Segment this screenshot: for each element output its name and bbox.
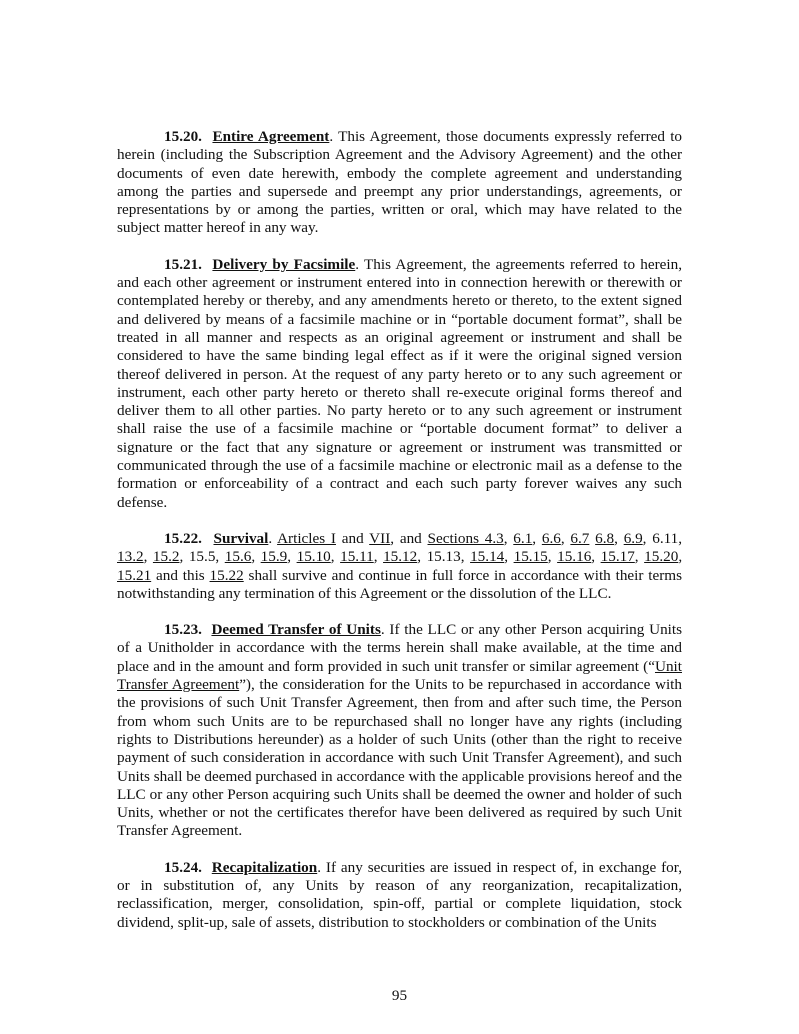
cross-reference: 15.17 <box>600 548 635 566</box>
cross-reference: 15.22 <box>209 566 244 584</box>
section-text: , <box>678 548 683 566</box>
section-text: , <box>503 529 514 547</box>
section-text: , <box>614 529 624 547</box>
section-text: , <box>560 529 571 547</box>
cross-reference: Articles I <box>277 529 336 547</box>
document-body <box>117 128 682 950</box>
section-paragraph <box>117 128 682 238</box>
section-paragraph <box>117 859 682 932</box>
section-number: 15.22. <box>164 529 202 547</box>
section-text: , <box>287 548 297 566</box>
section-number: 15.20. <box>164 128 202 145</box>
section-text: , <box>373 548 384 566</box>
page-number: 95 <box>391 987 408 1004</box>
section-text: , <box>330 548 341 566</box>
section-text: , <box>547 548 558 566</box>
cross-reference: VII <box>369 529 391 547</box>
section-paragraph <box>117 530 682 603</box>
section-text: . This Agreement, the agreements referred to herein, and each other agreement or instrument entered into in connection herewith or therewith or contemplated hereby or thereby, and any amendments hereto or thereto, to the extent signed and delivered by means of a facsimile machine or in “portable document format”, shall be treated in all manner and respects as an original agreement or instrument and shall be considered to have the same binding legal effect as if it were the original signed version thereof delivered in person. At the request of any party hereto or to any such agreement or instrument, each other party hereto or thereto shall re-execute original forms thereof and deliver them to all other parties. No party hereto or to any such agreement or instrument shall raise the use of a facsimile machine or “portable document format” to deliver a signature or the fact that any signature or agreement or instrument was transmitted or communicated through the use of a facsimile machine or electronic mail as a defense to the formation or enforceability of a contract and each such party forever waives any such defense. <box>117 255 683 511</box>
section-text: ”), the consideration for the Units to be repurchased in accordance with the provisions of such Unit Transfer Agreement, then from and after such time, the Person from whom such Units are to be repurchased shall no longer have any rights (including rights to Distributions hereunder) as a holder of such Units (other than the right to receive payment of such consideration in accordance with such Unit Transfer Agreement), and such Units shall be deemed purchased in accordance with the applicable provisions hereof and the LLC or any other Person acquiring such Units shall be deemed the owner and holder of such Units, whether or not the certificates therefor have been delivered as required by such Unit Transfer Agreement. <box>117 676 682 840</box>
section-text: . This Agreement, those documents expressly referred to herein (including the Subscription Agreement and the Advisory Agreement) and the other documents of even date herewith, embody the complete agreement and understanding among the parties and supersede and preempt any prior understandings, agreements, or representations by or among the parties, written or oral, which may have related to the subject matter hereof in any way. <box>117 128 683 237</box>
cross-reference: Sections 4.3 <box>427 529 504 547</box>
cross-reference: 15.2 <box>152 548 180 566</box>
cross-reference: 6.7 <box>570 529 590 547</box>
section-text: , and <box>390 529 428 547</box>
cross-reference: Unit Transfer Agreement <box>117 657 682 694</box>
section-text: . If the LLC or any other Person acquiring Units of a Unitholder in accordance with the terms herein shall make available, at the time and place and in the amount and form provided in such unit transfer or similar agreement (“ <box>117 621 683 675</box>
section-text: and <box>335 529 370 547</box>
section-text: , <box>143 548 153 566</box>
section-number: 15.24. <box>164 858 202 876</box>
cross-reference: 15.6 <box>224 548 252 566</box>
cross-reference: 15.9 <box>260 548 288 566</box>
section-paragraph <box>117 256 682 512</box>
section-text: , 6.11, <box>642 529 683 547</box>
cross-reference: 15.21 <box>117 566 152 584</box>
section-text: , <box>251 548 261 566</box>
cross-reference: 6.8 <box>595 529 615 547</box>
section-title: Survival <box>213 529 269 547</box>
section-title: Delivery by Facsimile <box>212 255 356 273</box>
section-text: , 15.13, <box>417 548 471 566</box>
section-text: . <box>268 529 278 547</box>
section-number: 15.23. <box>164 621 202 639</box>
cross-reference: 6.1 <box>513 529 533 547</box>
cross-reference: 6.9 <box>623 529 643 547</box>
section-text: , 15.5, <box>179 548 225 566</box>
cross-reference: 13.2 <box>117 548 144 566</box>
section-title: Deemed Transfer of Units <box>211 621 381 639</box>
section-text: shall survive and continue in full force in accordance with their terms notwithstanding any termination of this Agreement or the dissolution of the LLC. <box>117 566 683 602</box>
cross-reference: 15.11 <box>340 548 374 566</box>
section-text: , <box>504 548 514 566</box>
section-text: and this <box>151 566 210 584</box>
section-text: , <box>532 529 542 547</box>
section-text: . If any securities are issued in respect of, in exchange for, or in substitution of, any Units by reason of any reorganization, recapitalization, reclassification, merger, consolidation, spin-off, partial or complete liquidation, stock dividend, split-up, sale of assets, distribution to stockholders or combination of the Units <box>117 858 682 931</box>
cross-reference: 15.20 <box>644 548 679 566</box>
cross-reference: 15.14 <box>470 548 505 566</box>
cross-reference: 6.6 <box>541 529 561 547</box>
section-paragraph <box>117 621 682 841</box>
section-text: , <box>634 548 645 566</box>
section-number: 15.21. <box>164 255 202 273</box>
cross-reference: 15.16 <box>557 548 592 566</box>
cross-reference: 15.15 <box>513 548 548 566</box>
section-title: Entire Agreement <box>212 128 330 145</box>
section-title: Recapitalization <box>211 858 318 876</box>
section-text: , <box>591 548 601 566</box>
cross-reference: 15.10 <box>296 548 331 566</box>
cross-reference: 15.12 <box>383 548 418 566</box>
